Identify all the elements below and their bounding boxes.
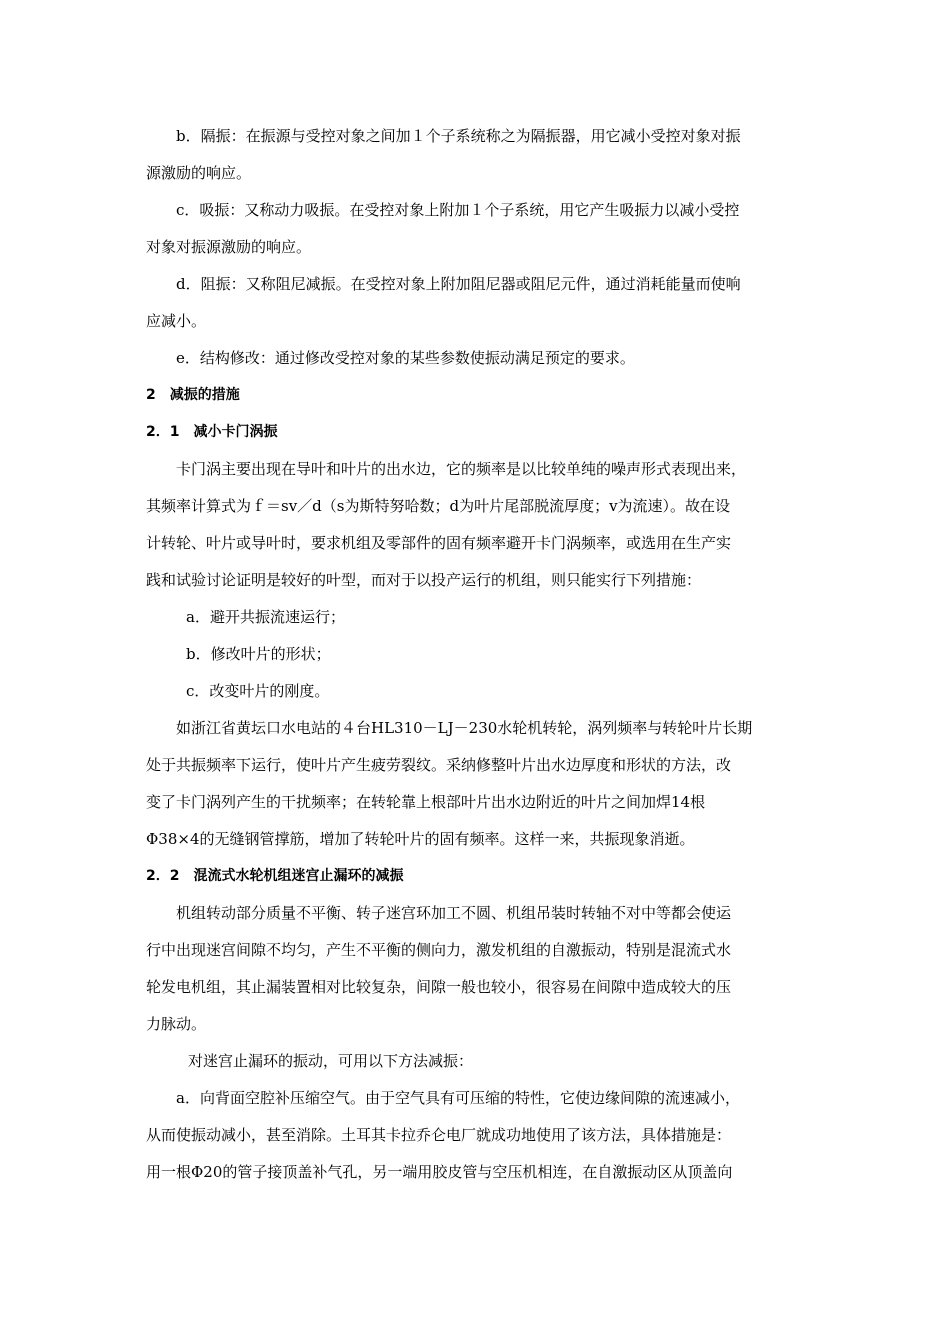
section-2-1-intro-line-2: 其频率计算式为ｆ＝sv／d（s为斯特努哈数；d为叶片尾部脱流厚度；v为流速）。故在设: [146, 497, 731, 515]
paragraph-structure-line-1: e．结构修改：通过修改受控对象的某些参数使振动满足预定的要求。: [176, 349, 635, 367]
heading-2-1: 2．1 减小卡门涡振: [146, 424, 278, 440]
example-line-1: 如浙江省黄坛口水电站的４台HL310－LJ－230水轮机转轮，涡列频率与转轮叶片长期: [176, 719, 753, 737]
measure-c: c．改变叶片的刚度。: [186, 682, 330, 700]
paragraph-damping-line-1: d．阻振：又称阻尼减振。在受控对象上附加阻尼器或阻尼元件，通过消耗能量而使响: [176, 275, 741, 293]
section-2-2-intro-line-2: 行中出现迷宫间隙不均匀，产生不平衡的侧向力，激发机组的自激振动，特别是混流式水: [146, 941, 732, 959]
section-2-1-intro-line-1: 卡门涡主要出现在导叶和叶片的出水边，它的频率是以比较单纯的噪声形式表现出来，: [176, 460, 747, 478]
method-a-line-1: a．向背面空腔补压缩空气。由于空气具有可压缩的特性，它使边缘间隙的流速减小，: [176, 1089, 740, 1107]
paragraph-absorption-line-2: 对象对振源激励的响应。: [146, 238, 312, 256]
section-2-2-intro-line-3: 轮发电机组，其止漏装置相对比较复杂，间隙一般也较小，很容易在间隙中造成较大的压: [146, 978, 732, 996]
section-2-2-intro-line-4: 力脉动。: [146, 1015, 207, 1033]
document-page: [146, 118, 806, 1191]
measure-a: a．避开共振流速运行；: [186, 608, 345, 626]
section-2-1-intro-line-3: 计转轮、叶片或导叶时，要求机组及零部件的固有频率避开卡门涡频率，或选用在生产实: [146, 534, 732, 552]
measure-b: b．修改叶片的形状；: [186, 645, 331, 663]
paragraph-absorption-line-1: c．吸振：又称动力吸振。在受控对象上附加１个子系统，用它产生吸振力以减小受控: [176, 201, 740, 219]
methods-intro: 对迷宫止漏环的振动，可用以下方法减振：: [188, 1052, 474, 1070]
paragraph-isolation-line-2: 源激励的响应。: [146, 164, 252, 182]
paragraph-isolation-line-1: b．隔振：在振源与受控对象之间加１个子系统称之为隔振器，用它减小受控对象对振: [176, 127, 741, 145]
section-2-2-intro-line-1: 机组转动部分质量不平衡、转子迷宫环加工不圆、机组吊装时转轴不对中等都会使运: [176, 904, 732, 922]
heading-2-2: 2．2 混流式水轮机组迷宫止漏环的减振: [146, 868, 404, 884]
method-a-line-3: 用一根Φ20的管子接顶盖补气孔，另一端用胶皮管与空压机相连，在自激振动区从顶盖向: [146, 1163, 733, 1181]
method-a-line-2: 从而使振动减小，甚至消除。土耳其卡拉乔仑电厂就成功地使用了该方法，具体措施是：: [146, 1126, 732, 1144]
section-2-1-intro-line-4: 践和试验讨论证明是较好的叶型，而对于以投产运行的机组，则只能实行下列措施：: [146, 571, 702, 589]
example-line-2: 处于共振频率下运行，使叶片产生疲劳裂纹。采纳修整叶片出水边厚度和形状的方法，改: [146, 756, 732, 774]
example-line-4: Φ38×4的无缝钢管撑筋，增加了转轮叶片的固有频率。这样一来，共振现象消逝。: [146, 830, 695, 848]
example-line-3: 变了卡门涡列产生的干扰频率；在转轮靠上根部叶片出水边附近的叶片之间加焊14根: [146, 793, 706, 811]
heading-2: 2 减振的措施: [146, 387, 240, 403]
paragraph-damping-line-2: 应减小。: [146, 312, 207, 330]
